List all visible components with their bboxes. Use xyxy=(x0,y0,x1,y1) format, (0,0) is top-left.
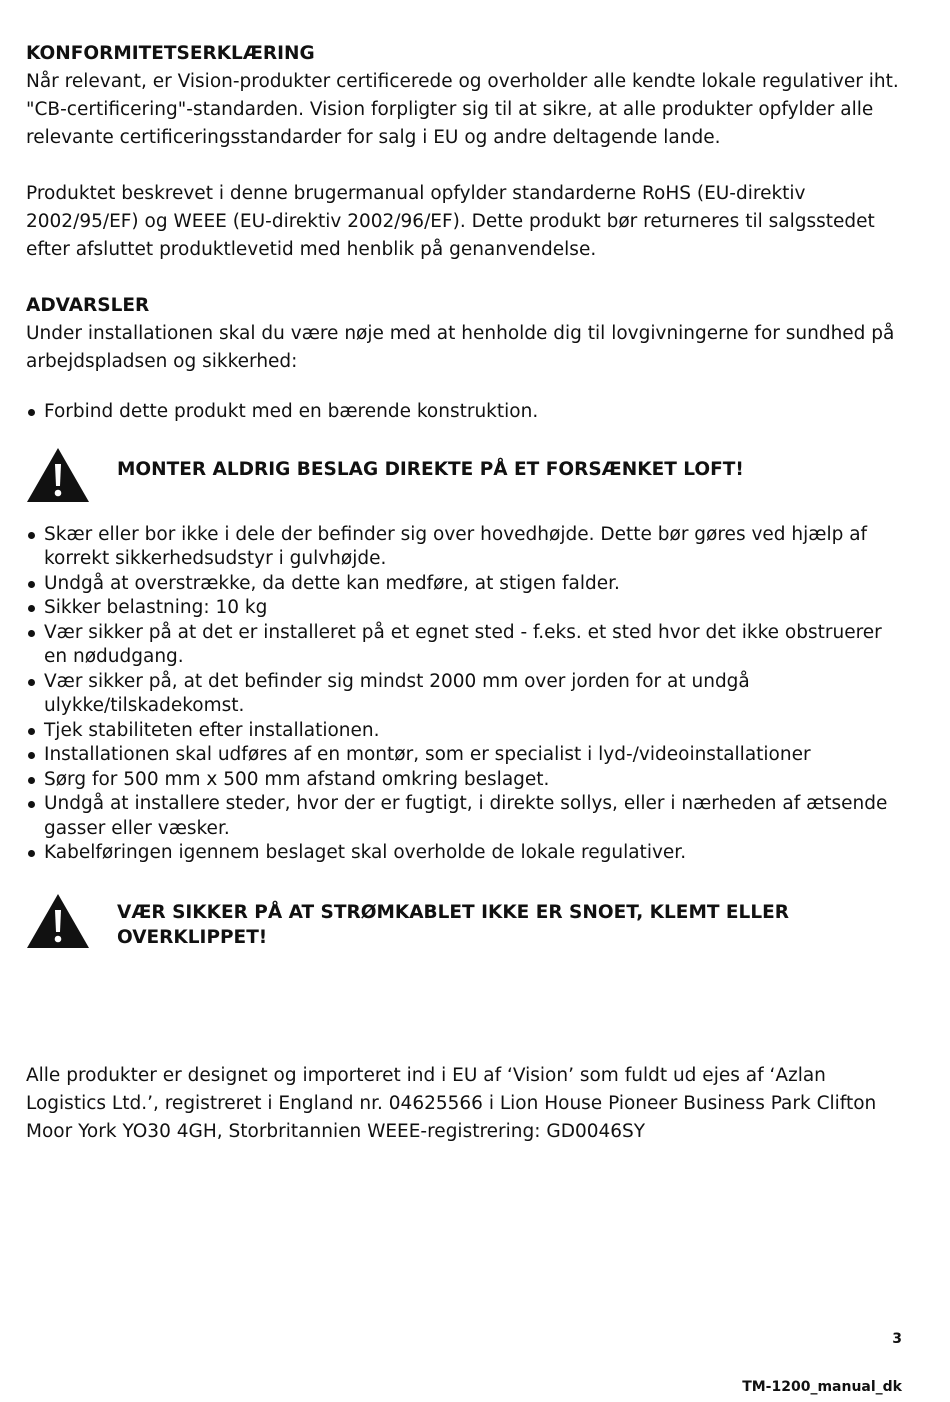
bullet-list-second xyxy=(26,523,906,866)
document-id: TM-1200_manual_dk xyxy=(742,1379,902,1395)
warning-block-1 xyxy=(26,447,906,503)
warning-triangle-icon xyxy=(26,893,90,949)
list-item: Skær eller bor ikke i dele der befinder sig over hovedhøjde. Dette bør gøres ved hjælp af korrekt sikkerhedsudstyr i gulvhøjde. xyxy=(26,523,906,572)
conformity-paragraph-2: Produktet beskrevet i denne brugermanual opfylder standarderne RoHS (EU-direktiv 2002/95/EF) og WEEE (EU-direktiv 2002/96/EF). Dette produkt bør returneres til salgsstedet efter afsluttet produktlevetid med henblik på genanvendelse. xyxy=(26,183,875,260)
warning-text-1: MONTER ALDRIG BESLAG DIREKTE PÅ ET FORSÆNKET LOFT! xyxy=(117,458,744,480)
list-item: Vær sikker på, at det befinder sig mindst 2000 mm over jorden for at undgå ulykke/tilskadekomst. xyxy=(26,670,906,719)
conformity-heading: KONFORMITETSERKLÆRING xyxy=(26,43,315,64)
page-number: 3 xyxy=(892,1331,902,1347)
list-item: Forbind dette produkt med en bærende konstruktion. xyxy=(26,400,906,425)
bullet-list-first xyxy=(26,400,906,425)
warning-block-2 xyxy=(26,893,906,950)
list-item: Vær sikker på at det er installeret på et egnet sted - f.eks. et sted hvor det ikke obstruerer en nødudgang. xyxy=(26,621,906,670)
list-item: Kabelføringen igennem beslaget skal overholde de lokale regulativer. xyxy=(26,841,906,866)
warning-text-2: VÆR SIKKER PÅ AT STRØMKABLET IKKE ER SNOET, KLEMT ELLER OVERKLIPPET! xyxy=(117,901,790,948)
list-item: Sørg for 500 mm x 500 mm afstand omkring beslaget. xyxy=(26,768,906,793)
list-item: Sikker belastning: 10 kg xyxy=(26,596,906,621)
warnings-intro: Under installationen skal du være nøje med at henholde dig til lovgivningerne for sundhed på arbejdspladsen og sikkerhed: xyxy=(26,323,895,372)
list-item: Undgå at overstrække, da dette kan medføre, at stigen falder. xyxy=(26,572,906,597)
importer-paragraph: Alle produkter er designet og importeret ind i EU af ‘Vision’ som fuldt ud ejes af ‘Azlan Logistics Ltd.’, registreret i England nr. 04625566 i Lion House Pioneer Business Park Clifton Moor York YO30 4GH, Storbritannien WEEE-registrering: GD0046SY xyxy=(26,1064,877,1142)
warning-triangle-icon xyxy=(26,447,90,503)
warnings-heading: ADVARSLER xyxy=(26,295,150,316)
conformity-paragraph-1: Når relevant, er Vision-produkter certificerede og overholder alle kendte lokale regulativer iht. "CB-certificering"-standarden. Vision forpligter sig til at sikre, at alle produkter opfylder alle relevante certificeringsstandarder for salg i EU og andre deltagende lande. xyxy=(26,71,899,148)
list-item: Installationen skal udføres af en montør, som er specialist i lyd-/videoinstallationer xyxy=(26,743,906,768)
list-item: Undgå at installere steder, hvor der er fugtigt, i direkte sollys, eller i nærheden af ætsende gasser eller væsker. xyxy=(26,792,906,841)
list-item: Tjek stabiliteten efter installationen. xyxy=(26,719,906,744)
document-page xyxy=(26,40,906,1146)
